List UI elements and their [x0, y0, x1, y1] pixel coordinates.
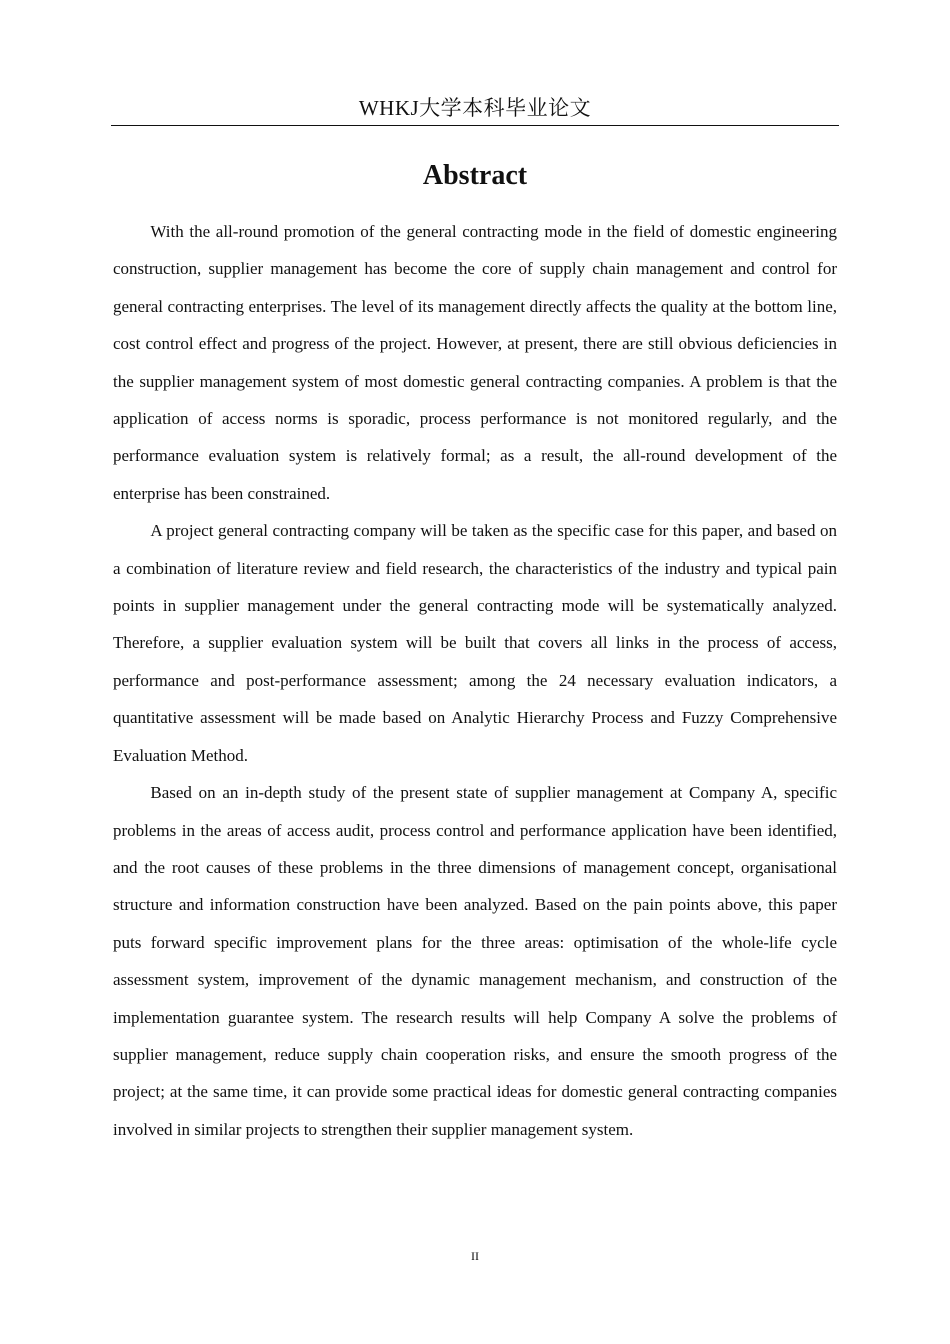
abstract-heading: Abstract — [422, 160, 528, 191]
abstract-paragraph-1: With the all-round promotion of the general contracting mode in the field of domestic engineering construction, supplier management has become the core of supply chain management and control for general contracting enterprises. The level of its management directly affects the quality at the bottom line, cost control effect and progress of the project. However, at present, there are still obvious deficiencies in the supplier management system of most domestic general contracting companies. A problem is that the application of access norms is sporadic, process performance is not monitored regularly, and the performance evaluation system is relatively formal; as a result, the all-round development of the enterprise has been constrained. — [113, 222, 837, 503]
header-divider — [111, 125, 839, 126]
page-number: II — [471, 1249, 479, 1263]
running-header: WHKJ大学本科毕业论文 — [358, 96, 592, 120]
abstract-paragraph-3: Based on an in-depth study of the present state of supplier management at Company A, specific problems in the areas of access audit, process control and performance application have been identified, and the root causes of these problems in the three dimensions of management concept, organisational structure and information construction have been analyzed. Based on the pain points above, this paper puts forward specific improvement plans for the three areas: optimisation of the whole-life cycle assessment system, improvement of the dynamic management mechanism, and construction of the implementation guarantee system. The research results will help Company A solve the problems of supplier management, reduce supply chain cooperation risks, and ensure the smooth progress of the project; at the same time, it can provide some practical ideas for domestic general contracting companies involved in similar projects to strengthen their supplier management system. — [113, 783, 837, 1139]
abstract-body — [113, 213, 837, 1148]
abstract-paragraph-2: A project general contracting company will be taken as the specific case for this paper, and based on a combination of literature review and field research, the characteristics of the industry and typical pain points in supplier management under the general contracting mode will be systematically analyzed. Therefore, a supplier evaluation system will be built that covers all links in the process of access, performance and post-performance assessment; among the 24 necessary evaluation indicators, a quantitative assessment will be made based on Analytic Hierarchy Process and Fuzzy Comprehensive Evaluation Method. — [113, 521, 837, 765]
